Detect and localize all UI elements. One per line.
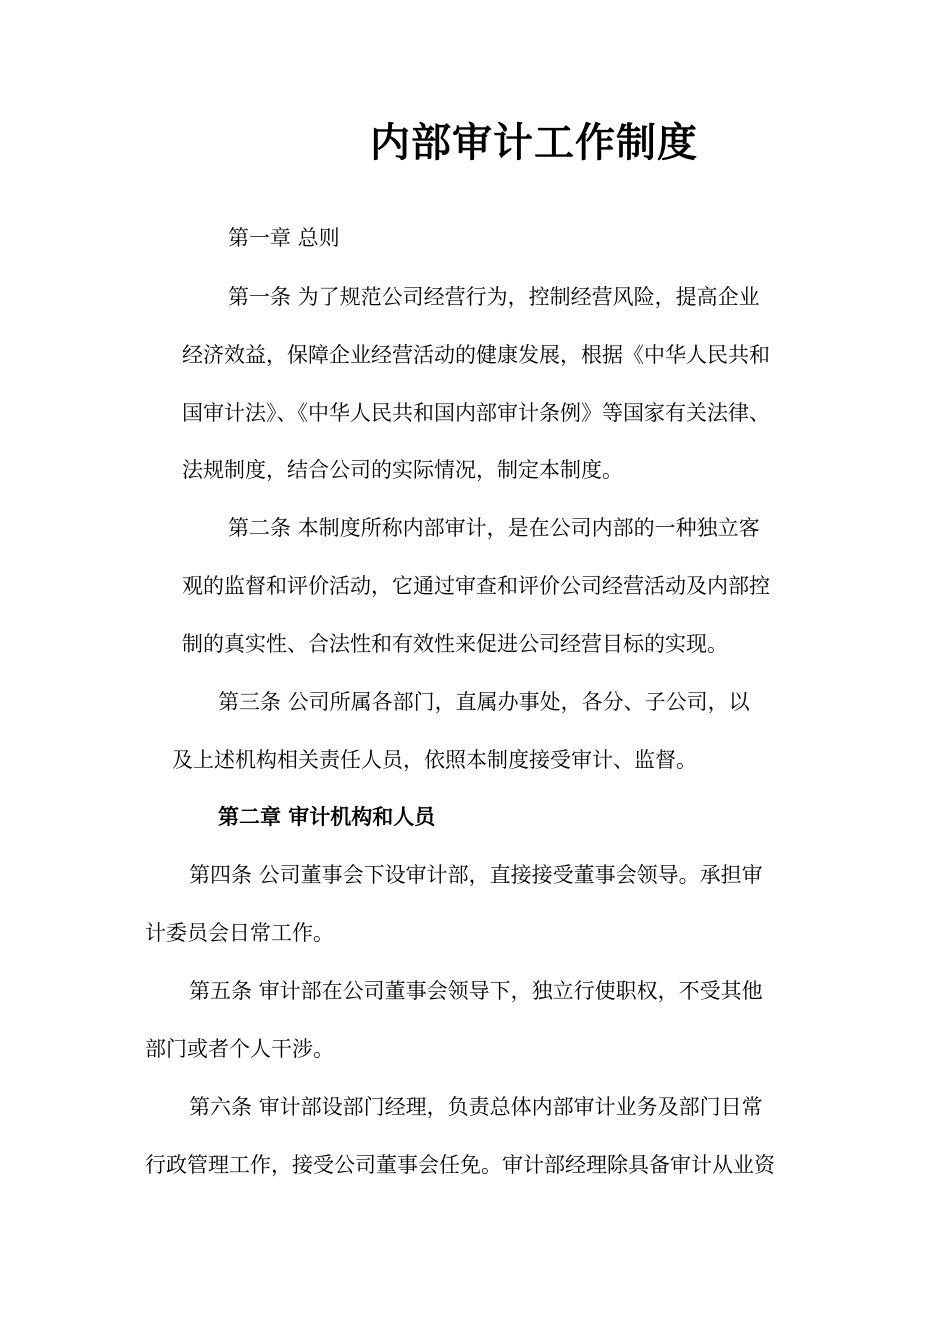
article-1-line-4: 法规制度，结合公司的实际情况，制定本制度。 xyxy=(182,458,623,482)
article-2-line-3: 制的真实性、合法性和有效性来促进公司经营目标的实现。 xyxy=(182,632,728,656)
chapter-2-heading: 第二章 审计机构和人员 xyxy=(218,805,436,829)
article-5-line-1: 第五条 审计部在公司董事会领导下，独立行使职权，不受其他 xyxy=(189,979,763,1003)
article-2-line-2: 观的监督和评价活动，它通过审查和评价公司经营活动及内部控 xyxy=(182,574,770,598)
article-2-line-1: 第二条 本制度所称内部审计，是在公司内部的一种独立客 xyxy=(228,516,760,540)
chapter-1-heading: 第一章 总则 xyxy=(228,226,340,250)
article-3-line-2: 及上述机构相关责任人员，依照本制度接受审计、监督。 xyxy=(172,748,697,772)
article-1-line-2: 经济效益，保障企业经营活动的健康发展，根据《中华人民共和 xyxy=(182,343,770,367)
article-1-line-3: 国审计法》、《中华人民共和国内部审计条例》等国家有关法律、 xyxy=(182,401,770,425)
article-3-line-1: 第三条 公司所属各部门，直属办事处，各分、子公司，以 xyxy=(218,690,750,714)
article-5-line-2: 部门或者个人干涉。 xyxy=(145,1037,334,1061)
article-1-line-1: 第一条 为了规范公司经营行为，控制经营风险，提高企业 xyxy=(228,285,760,309)
article-4-line-1: 第四条 公司董事会下设审计部，直接接受董事会领导。承担审 xyxy=(189,863,763,887)
article-4-line-2: 计委员会日常工作。 xyxy=(145,921,334,945)
document-title: 内部审计工作制度 xyxy=(370,120,698,166)
article-6-line-1: 第六条 审计部设部门经理，负责总体内部审计业务及部门日常 xyxy=(189,1095,763,1119)
article-6-line-2: 行政管理工作，接受公司董事会任免。审计部经理除具备审计从业资 xyxy=(145,1153,775,1177)
